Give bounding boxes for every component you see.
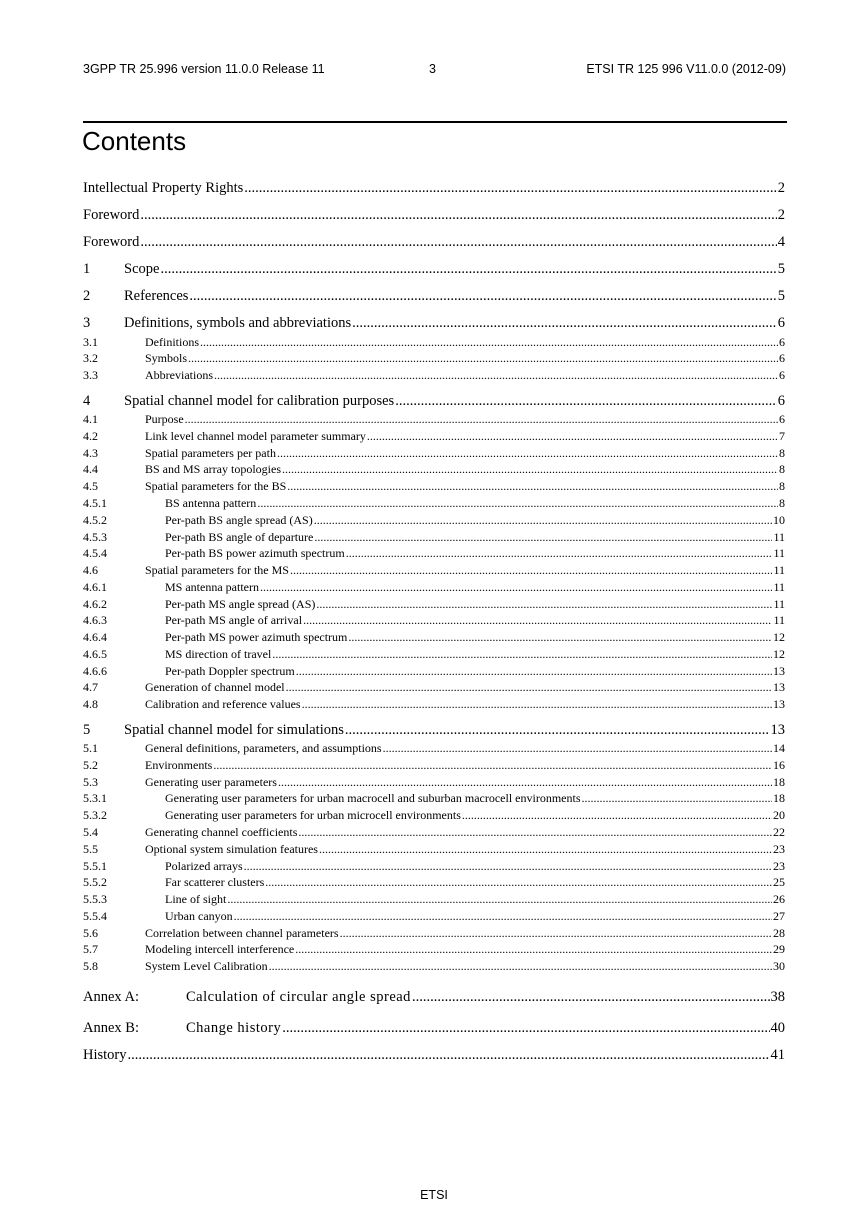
toc-leader-dots xyxy=(140,235,776,250)
page-footer: ETSI xyxy=(420,1188,448,1202)
toc-leader-dots xyxy=(128,1048,770,1063)
toc-entry-label: Environments xyxy=(145,758,213,772)
toc-leader-dots xyxy=(282,1021,769,1036)
toc-entry-number: 4.5 xyxy=(83,479,98,493)
toc-entry-5-4[interactable] xyxy=(83,826,785,838)
toc-leader-dots xyxy=(234,910,772,922)
toc-entry-page: 13 xyxy=(773,697,785,711)
toc-entry-page: 23 xyxy=(773,859,785,873)
toc-entry-page: 30 xyxy=(773,959,785,973)
toc-leader-dots xyxy=(367,430,778,442)
toc-entry-page: 7 xyxy=(779,429,785,443)
toc-entry-label: Modeling intercell interference xyxy=(145,942,295,956)
toc-entry-label: Spatial channel model for calibration purposes xyxy=(124,393,395,409)
toc-entry-page: 10 xyxy=(773,513,785,527)
toc-entry-label: Per-path BS angle of departure xyxy=(165,530,314,544)
toc-leader-dots xyxy=(185,413,778,425)
toc-entry-4-spatial-channel-calibration[interactable] xyxy=(83,394,785,409)
toc-entry-number: 1 xyxy=(83,261,91,277)
toc-entry-page: 6 xyxy=(777,315,785,331)
toc-entry-4-8[interactable] xyxy=(83,698,785,710)
toc-entry-5-3-1[interactable] xyxy=(83,792,785,804)
toc-entry-number: 5.5 xyxy=(83,842,98,856)
toc-entry-page: 41 xyxy=(770,1047,785,1063)
toc-entry-label: MS antenna pattern xyxy=(165,580,259,594)
toc-leader-dots xyxy=(213,759,772,771)
toc-entry-number: Annex B: xyxy=(83,1020,139,1036)
toc-entry-page: 38 xyxy=(770,989,785,1005)
toc-entry-label: Calibration and reference values xyxy=(145,697,301,711)
toc-entry-5-5-3[interactable] xyxy=(83,893,785,905)
toc-entry-number: 4 xyxy=(83,393,91,409)
toc-entry-5-6[interactable] xyxy=(83,927,785,939)
toc-entry-foreword-2[interactable] xyxy=(83,235,785,250)
toc-entry-4-5-1[interactable] xyxy=(83,497,785,509)
toc-entry-5-1[interactable] xyxy=(83,742,785,754)
toc-entry-number: 4.4 xyxy=(83,462,98,476)
toc-leader-dots xyxy=(277,447,778,459)
toc-entry-label: Urban canyon xyxy=(165,909,233,923)
toc-entry-annex-b[interactable] xyxy=(83,1021,785,1036)
toc-leader-dots xyxy=(316,598,772,610)
toc-leader-dots xyxy=(346,547,773,559)
toc-leader-dots xyxy=(214,369,778,381)
toc-entry-label: Per-path BS angle spread (AS) xyxy=(165,513,313,527)
toc-entry-label: Spatial parameters for the MS xyxy=(145,563,289,577)
toc-entry-label: Per-path MS angle of arrival xyxy=(165,613,303,627)
toc-entry-number: 3.3 xyxy=(83,368,98,382)
toc-entry-number: 4.5.3 xyxy=(83,530,107,544)
toc-entry-5-5-4[interactable] xyxy=(83,910,785,922)
toc-entry-label: Symbols xyxy=(145,351,188,365)
toc-leader-dots xyxy=(348,631,772,643)
toc-entry-label: Definitions, symbols and abbreviations xyxy=(124,315,352,331)
toc-leader-dots xyxy=(244,860,772,872)
toc-entry-number: 4.7 xyxy=(83,680,98,694)
toc-entry-number: 4.5.2 xyxy=(83,513,107,527)
toc-entry-number: 5 xyxy=(83,722,91,738)
toc-leader-dots xyxy=(189,289,776,304)
toc-entry-page: 6 xyxy=(779,412,785,426)
toc-entry-page: 5 xyxy=(777,261,785,277)
toc-entry-4-3[interactable] xyxy=(83,447,785,459)
toc-entry-label: Optional system simulation features xyxy=(145,842,318,856)
toc-entry-label: Foreword xyxy=(83,234,140,250)
toc-entry-4-5[interactable] xyxy=(83,480,785,492)
toc-leader-dots xyxy=(298,826,772,838)
toc-entry-number: 5.3 xyxy=(83,775,98,789)
toc-entry-3-1[interactable] xyxy=(83,336,785,348)
toc-entry-page: 13 xyxy=(773,680,785,694)
toc-entry-4-7[interactable] xyxy=(83,681,785,693)
toc-entry-page: 16 xyxy=(773,758,785,772)
toc-entry-label: Generating channel coefficients xyxy=(145,825,298,839)
toc-leader-dots xyxy=(260,581,772,593)
toc-entry-page: 13 xyxy=(770,722,785,738)
toc-entry-page: 8 xyxy=(779,496,785,510)
toc-entry-label: System Level Calibration xyxy=(145,959,268,973)
toc-leader-dots xyxy=(295,943,772,955)
toc-leader-dots xyxy=(272,648,772,660)
toc-entry-number: 4.6.2 xyxy=(83,597,107,611)
toc-entry-number: 4.6.4 xyxy=(83,630,107,644)
toc-entry-number: 5.3.2 xyxy=(83,808,107,822)
toc-entry-page: 13 xyxy=(773,664,785,678)
toc-entry-label: Change history xyxy=(186,1020,282,1036)
toc-leader-dots xyxy=(290,564,772,576)
toc-leader-dots xyxy=(302,698,772,710)
toc-entry-label: BS antenna pattern xyxy=(165,496,257,510)
toc-entry-number: 4.2 xyxy=(83,429,98,443)
toc-leader-dots xyxy=(345,723,770,738)
toc-entry-number: 5.5.1 xyxy=(83,859,107,873)
toc-leader-dots xyxy=(296,665,772,677)
toc-leader-dots xyxy=(340,927,772,939)
toc-entry-page: 12 xyxy=(773,630,785,644)
toc-entry-label: History xyxy=(83,1047,127,1063)
toc-entry-label: Generating user parameters for urban macrocell and suburban macrocell environments xyxy=(165,791,581,805)
toc-leader-dots xyxy=(395,394,777,409)
toc-entry-4-2[interactable] xyxy=(83,430,785,442)
toc-entry-page: 11 xyxy=(773,613,785,627)
toc-entry-5-5-2[interactable] xyxy=(83,876,785,888)
toc-entry-label: General definitions, parameters, and assumptions xyxy=(145,741,382,755)
toc-entry-number: 4.5.1 xyxy=(83,496,107,510)
toc-leader-dots xyxy=(582,792,773,804)
toc-entry-number: 4.3 xyxy=(83,446,98,460)
toc-entry-4-6-4[interactable] xyxy=(83,631,785,643)
toc-entry-number: 5.5.4 xyxy=(83,909,107,923)
toc-entry-page: 20 xyxy=(773,808,785,822)
toc-entry-page: 22 xyxy=(773,825,785,839)
toc-entry-number: 5.8 xyxy=(83,959,98,973)
toc-leader-dots xyxy=(314,514,772,526)
toc-entry-page: 4 xyxy=(777,234,785,250)
toc-entry-page: 8 xyxy=(779,446,785,460)
toc-entry-label: Intellectual Property Rights xyxy=(83,180,244,196)
toc-entry-page: 12 xyxy=(773,647,785,661)
toc-entry-page: 11 xyxy=(773,580,785,594)
toc-entry-5-8[interactable] xyxy=(83,960,785,972)
toc-entry-3-2[interactable] xyxy=(83,352,785,364)
toc-entry-label: Generating user parameters xyxy=(145,775,277,789)
toc-leader-dots xyxy=(160,262,776,277)
toc-leader-dots xyxy=(278,776,772,788)
toc-entry-label: Per-path MS power azimuth spectrum xyxy=(165,630,348,644)
toc-entry-5-spatial-channel-simulations[interactable] xyxy=(83,723,785,738)
toc-leader-dots xyxy=(244,181,776,196)
toc-leader-dots xyxy=(462,809,772,821)
toc-entry-3-3[interactable] xyxy=(83,369,785,381)
toc-leader-dots xyxy=(383,742,772,754)
toc-entry-4-1[interactable] xyxy=(83,413,785,425)
toc-entry-page: 6 xyxy=(777,393,785,409)
toc-entry-number: 5.6 xyxy=(83,926,98,940)
toc-entry-number: 5.2 xyxy=(83,758,98,772)
toc-entry-5-5-1[interactable] xyxy=(83,860,785,872)
toc-leader-dots xyxy=(200,336,778,348)
toc-entry-label: Spatial parameters per path xyxy=(145,446,276,460)
toc-entry-label: Spatial parameters for the BS xyxy=(145,479,287,493)
toc-entry-number: 4.1 xyxy=(83,412,98,426)
toc-entry-4-6-2[interactable] xyxy=(83,598,785,610)
toc-leader-dots xyxy=(188,352,778,364)
toc-entry-number: 2 xyxy=(83,288,91,304)
toc-entry-label: Per-path MS angle spread (AS) xyxy=(165,597,316,611)
toc-entry-page: 5 xyxy=(777,288,785,304)
toc-entry-number: 5.4 xyxy=(83,825,98,839)
toc-entry-page: 14 xyxy=(773,741,785,755)
toc-entry-label: Scope xyxy=(124,261,160,277)
toc-entry-label: Per-path BS power azimuth spectrum xyxy=(165,546,345,560)
toc-entry-label: Purpose xyxy=(145,412,184,426)
toc-leader-dots xyxy=(352,316,777,331)
toc-entry-label: Line of sight xyxy=(165,892,227,906)
toc-entry-page: 40 xyxy=(770,1020,785,1036)
toc-entry-number: 3 xyxy=(83,315,91,331)
toc-entry-number: 4.6.5 xyxy=(83,647,107,661)
toc-entry-number: Annex A: xyxy=(83,989,139,1005)
toc-entry-page: 11 xyxy=(773,546,785,560)
toc-entry-3-definitions[interactable] xyxy=(83,316,785,331)
toc-entry-page: 27 xyxy=(773,909,785,923)
toc-entry-label: References xyxy=(124,288,189,304)
toc-entry-4-6[interactable] xyxy=(83,564,785,576)
toc-entry-intellectual-property-rights[interactable] xyxy=(83,181,785,196)
toc-entry-2-references[interactable] xyxy=(83,289,785,304)
toc-entry-label: Generation of channel model xyxy=(145,680,285,694)
page-title: Contents xyxy=(82,126,187,156)
toc-entry-page: 2 xyxy=(777,207,785,223)
toc-entry-number: 3.1 xyxy=(83,335,98,349)
toc-entry-number: 5.1 xyxy=(83,741,98,755)
toc-entry-page: 28 xyxy=(773,926,785,940)
toc-entry-label: Polarized arrays xyxy=(165,859,243,873)
toc-entry-number: 4.6.3 xyxy=(83,613,107,627)
toc-entry-label: Spatial channel model for simulations xyxy=(124,722,344,738)
toc-entry-1-scope[interactable] xyxy=(83,262,785,277)
toc-leader-dots xyxy=(319,843,772,855)
toc-entry-page: 11 xyxy=(773,563,785,577)
toc-entry-label: Far scatterer clusters xyxy=(165,875,265,889)
toc-entry-5-3[interactable] xyxy=(83,776,785,788)
toc-entry-5-3-2[interactable] xyxy=(83,809,785,821)
toc-entry-5-2[interactable] xyxy=(83,759,785,771)
toc-entry-page: 6 xyxy=(779,335,785,349)
toc-leader-dots xyxy=(269,960,772,972)
toc-entry-number: 4.6 xyxy=(83,563,98,577)
toc-entry-page: 6 xyxy=(779,351,785,365)
toc-entry-number: 5.5.3 xyxy=(83,892,107,906)
toc-leader-dots xyxy=(286,681,772,693)
toc-entry-label: BS and MS array topologies xyxy=(145,462,281,476)
toc-leader-dots xyxy=(282,463,778,475)
toc-leader-dots xyxy=(140,208,776,223)
toc-entry-page: 18 xyxy=(773,791,785,805)
toc-entry-number: 4.6.1 xyxy=(83,580,107,594)
toc-leader-dots xyxy=(227,893,772,905)
toc-entry-number: 5.7 xyxy=(83,942,98,956)
toc-entry-page: 25 xyxy=(773,875,785,889)
toc-entry-4-5-4[interactable] xyxy=(83,547,785,559)
toc-entry-page: 23 xyxy=(773,842,785,856)
toc-entry-page: 8 xyxy=(779,462,785,476)
header-etsi-reference: ETSI TR 125 996 V11.0.0 (2012-09) xyxy=(586,62,786,76)
toc-leader-dots xyxy=(412,990,770,1005)
toc-entry-page: 18 xyxy=(773,775,785,789)
toc-entry-label: Correlation between channel parameters xyxy=(145,926,339,940)
header-page-number: 3 xyxy=(429,62,436,76)
toc-entry-5-7[interactable] xyxy=(83,943,785,955)
toc-entry-4-5-2[interactable] xyxy=(83,514,785,526)
toc-entry-page: 2 xyxy=(777,180,785,196)
toc-entry-4-6-3[interactable] xyxy=(83,614,785,626)
toc-entry-annex-a[interactable] xyxy=(83,990,785,1005)
toc-entry-label: Calculation of circular angle spread xyxy=(186,989,411,1005)
toc-entry-page: 11 xyxy=(773,597,785,611)
toc-leader-dots xyxy=(257,497,778,509)
toc-entry-number: 4.6.6 xyxy=(83,664,107,678)
toc-entry-4-5-3[interactable] xyxy=(83,531,785,543)
toc-entry-page: 8 xyxy=(779,479,785,493)
toc-entry-page: 26 xyxy=(773,892,785,906)
toc-leader-dots xyxy=(265,876,772,888)
toc-entry-page: 29 xyxy=(773,942,785,956)
toc-entry-label: Foreword xyxy=(83,207,140,223)
toc-entry-4-6-5[interactable] xyxy=(83,648,785,660)
toc-entry-number: 4.5.4 xyxy=(83,546,107,560)
toc-leader-dots xyxy=(314,531,772,543)
toc-entry-4-6-1[interactable] xyxy=(83,581,785,593)
toc-leader-dots xyxy=(287,480,778,492)
toc-entry-foreword[interactable] xyxy=(83,208,785,223)
toc-leader-dots xyxy=(303,614,772,626)
toc-entry-label: Link level channel model parameter summary xyxy=(145,429,366,443)
toc-entry-label: Abbreviations xyxy=(145,368,213,382)
toc-entry-number: 4.8 xyxy=(83,697,98,711)
toc-entry-label: Definitions xyxy=(145,335,199,349)
header-document-id: 3GPP TR 25.996 version 11.0.0 Release 11 xyxy=(83,62,325,76)
toc-entry-page: 11 xyxy=(773,530,785,544)
toc-entry-page: 6 xyxy=(779,368,785,382)
toc-entry-label: Generating user parameters for urban microcell environments xyxy=(165,808,461,822)
toc-entry-5-5[interactable] xyxy=(83,843,785,855)
toc-entry-4-6-6[interactable] xyxy=(83,665,785,677)
toc-entry-number: 3.2 xyxy=(83,351,98,365)
toc-entry-4-4[interactable] xyxy=(83,463,785,475)
toc-entry-history[interactable] xyxy=(83,1048,785,1063)
toc-entry-number: 5.3.1 xyxy=(83,791,107,805)
toc-entry-number: 5.5.2 xyxy=(83,875,107,889)
toc-entry-label: Per-path Doppler spectrum xyxy=(165,664,295,678)
toc-entry-label: MS direction of travel xyxy=(165,647,272,661)
